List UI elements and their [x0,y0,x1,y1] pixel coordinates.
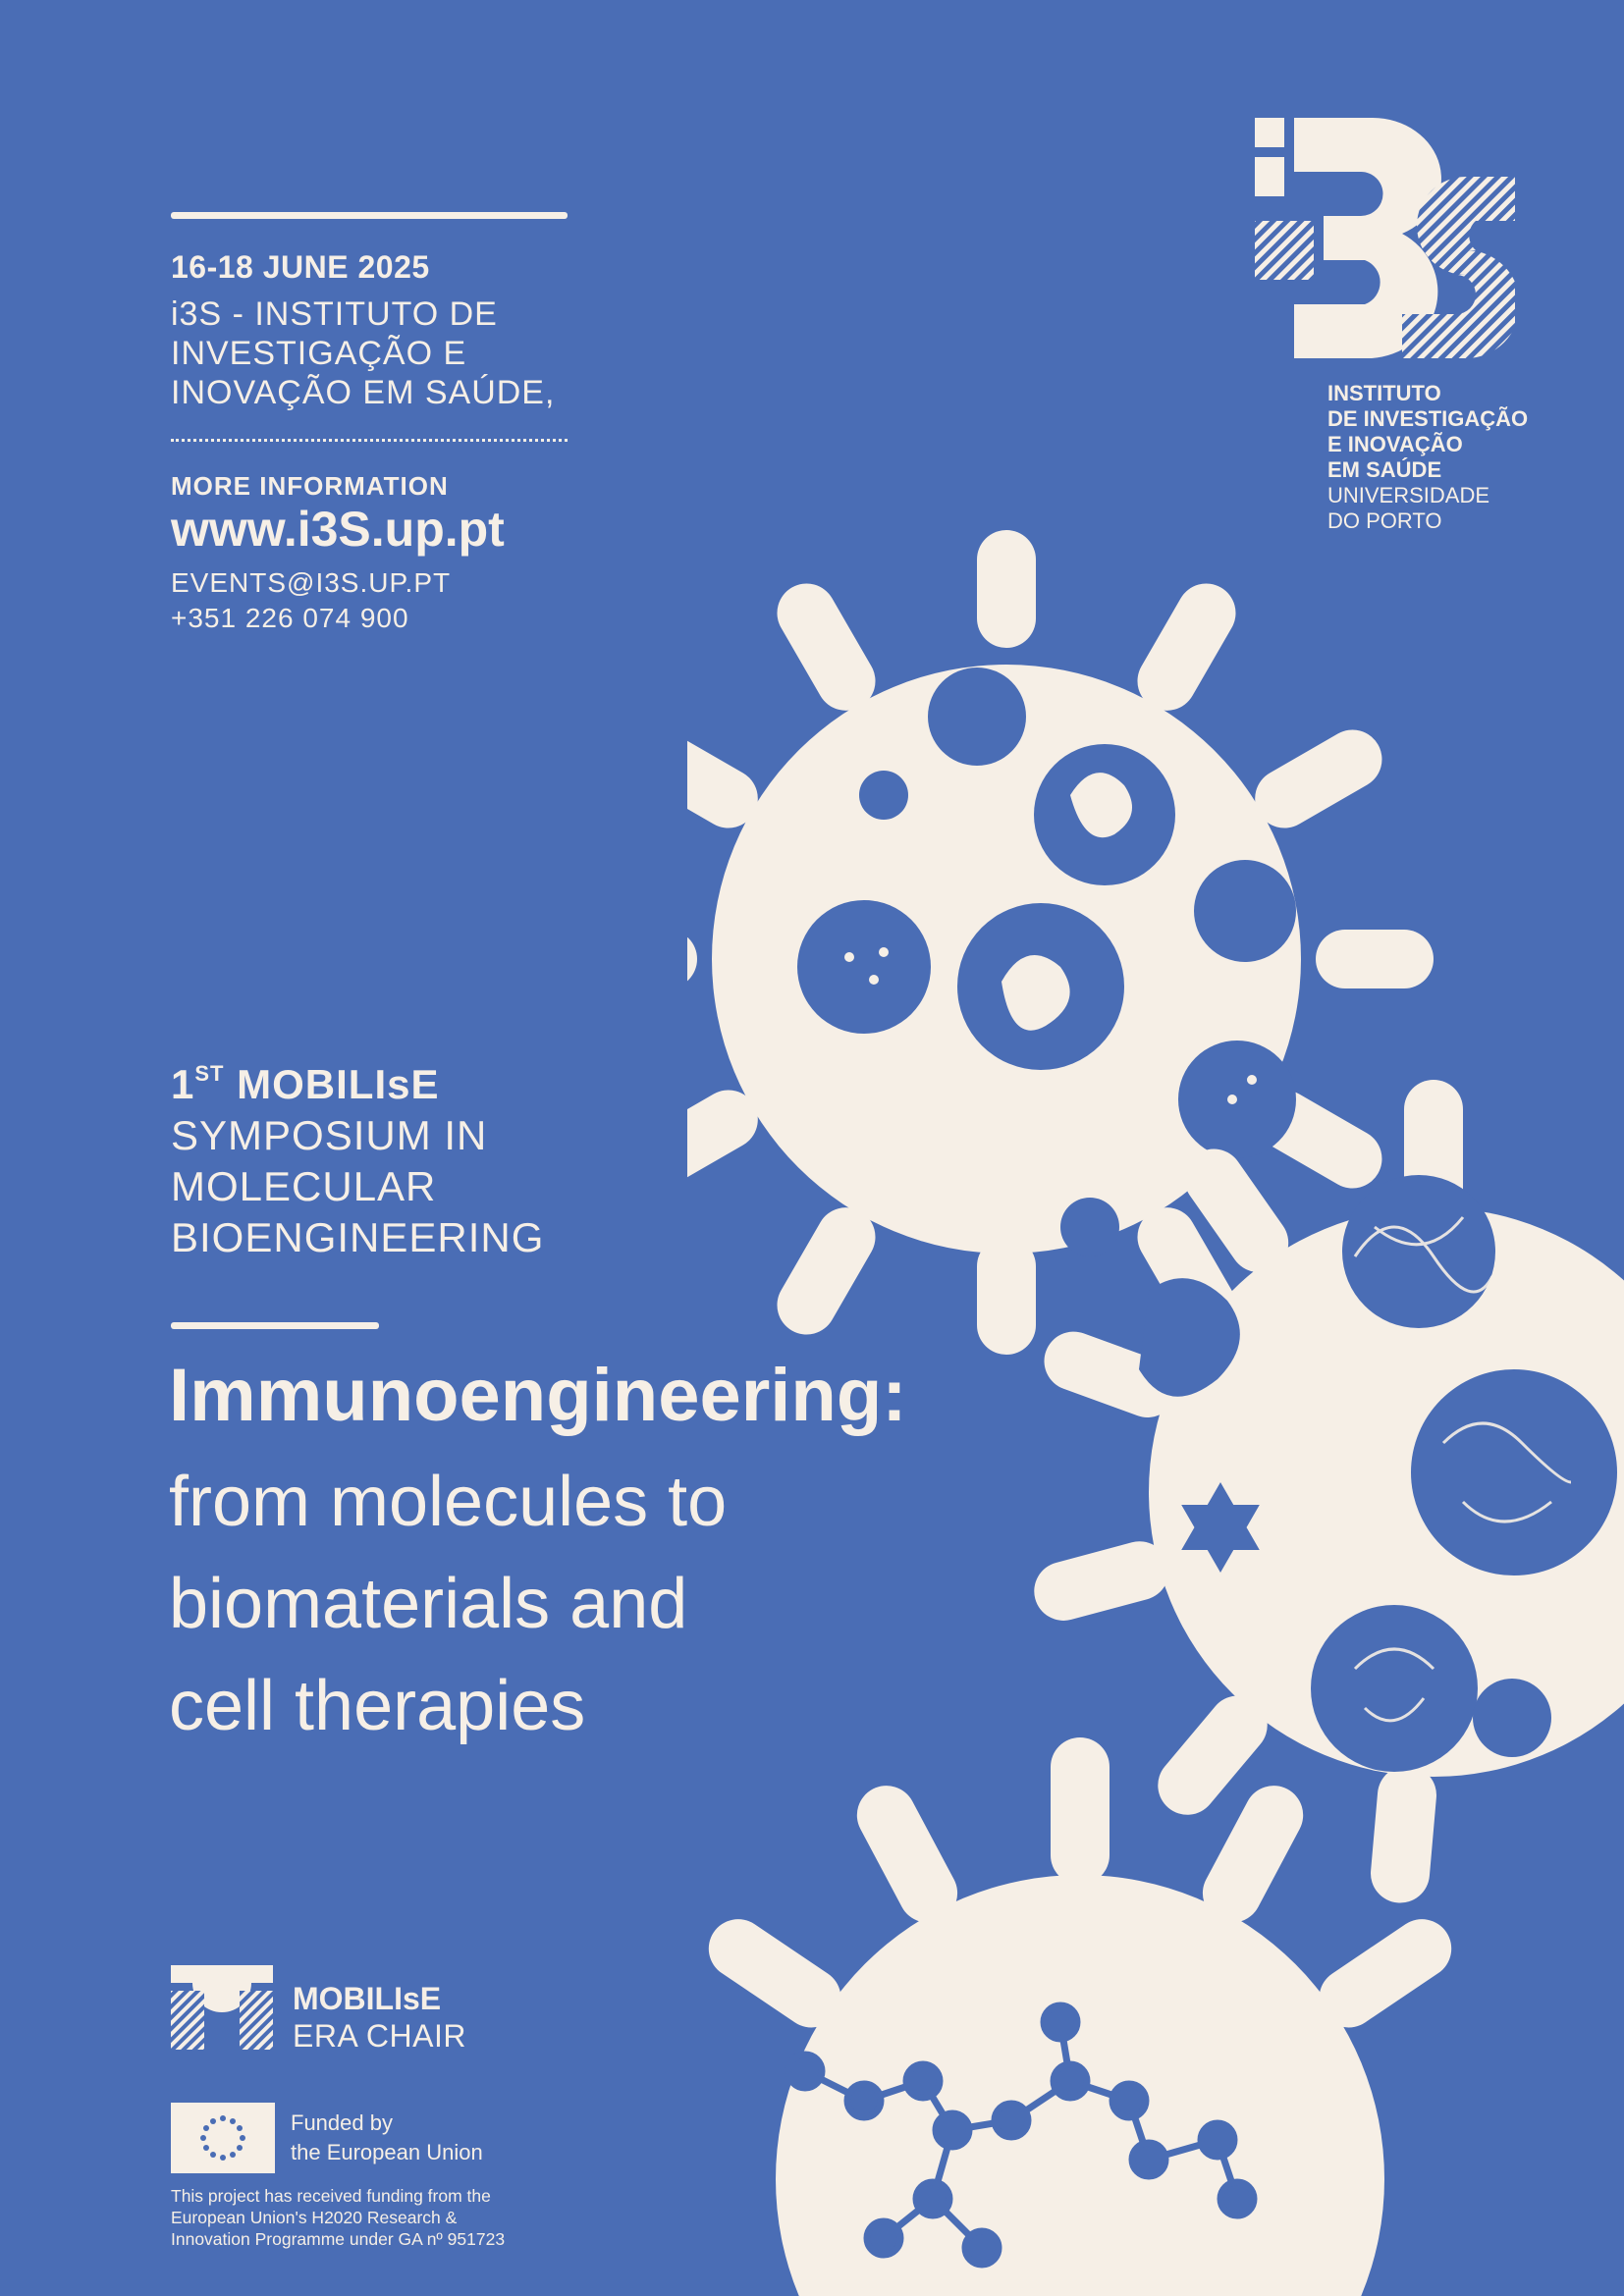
subtitle-line: from molecules to [169,1463,728,1541]
symposium-line: MOLECULAR [171,1163,437,1209]
gear-bottom [697,1737,1463,2296]
website-link[interactable]: www.i3S.up.pt [171,502,505,557]
symposium-name [171,1048,544,1110]
funding-disclaimer [171,2185,505,2250]
more-info-label: MORE INFORMATION [171,471,449,501]
symposium-line: BIOENGINEERING [171,1214,545,1260]
subtitle-line: biomaterials and [169,1565,688,1643]
i3s-logo [1255,118,1515,368]
email-link[interactable]: EVENTS@I3S.UP.PT [171,567,452,598]
symposium-heading [171,1048,544,1263]
event-venue [171,294,555,412]
mobilise-name: MOBILIsE [293,1981,442,2016]
phone-number[interactable]: +351 226 074 900 [171,603,409,633]
venue-line: INVESTIGAÇÃO E [171,335,467,372]
headline-subtitle [169,1451,727,1757]
disclaimer-line: European Union's H2020 Research & [171,2208,458,2227]
venue-line: i3S - INSTITUTO DE [171,295,498,333]
institute-line: E INOVAÇÃO [1327,432,1463,456]
symposium-line: SYMPOSIUM IN [171,1112,488,1158]
institute-line: INSTITUTO [1327,381,1441,405]
eu-funded-label [291,2109,483,2167]
venue-line: INOVAÇÃO EM SAÚDE, [171,374,556,411]
symposium-title: MOBILIsE [237,1061,440,1107]
university-line: DO PORTO [1327,508,1442,533]
dotted-divider [171,439,568,442]
eu-funded-line: Funded by [291,2110,393,2135]
eu-funded-line: the European Union [291,2140,483,2164]
disclaimer-line: Innovation Programme under GA nº 951723 [171,2229,506,2249]
university-line: UNIVERSIDADE [1327,483,1490,507]
event-date: 16-18 JUNE 2025 [171,249,430,285]
symposium-ordinal: 1 [171,1061,195,1107]
symposium-ordinal-suffix: ST [194,1061,225,1086]
top-rule [171,212,568,219]
mobilise-logo [171,1965,273,2050]
eu-flag-icon [171,2103,275,2173]
title-rule [171,1322,379,1329]
subtitle-line: cell therapies [169,1667,586,1745]
institute-line: DE INVESTIGAÇÃO [1327,406,1529,431]
mobilise-subtitle: ERA CHAIR [293,2018,466,2054]
headline-title: Immunoengineering: [169,1354,907,1437]
institute-line: EM SAÚDE [1327,457,1442,482]
disclaimer-line: This project has received funding from the [171,2186,491,2206]
